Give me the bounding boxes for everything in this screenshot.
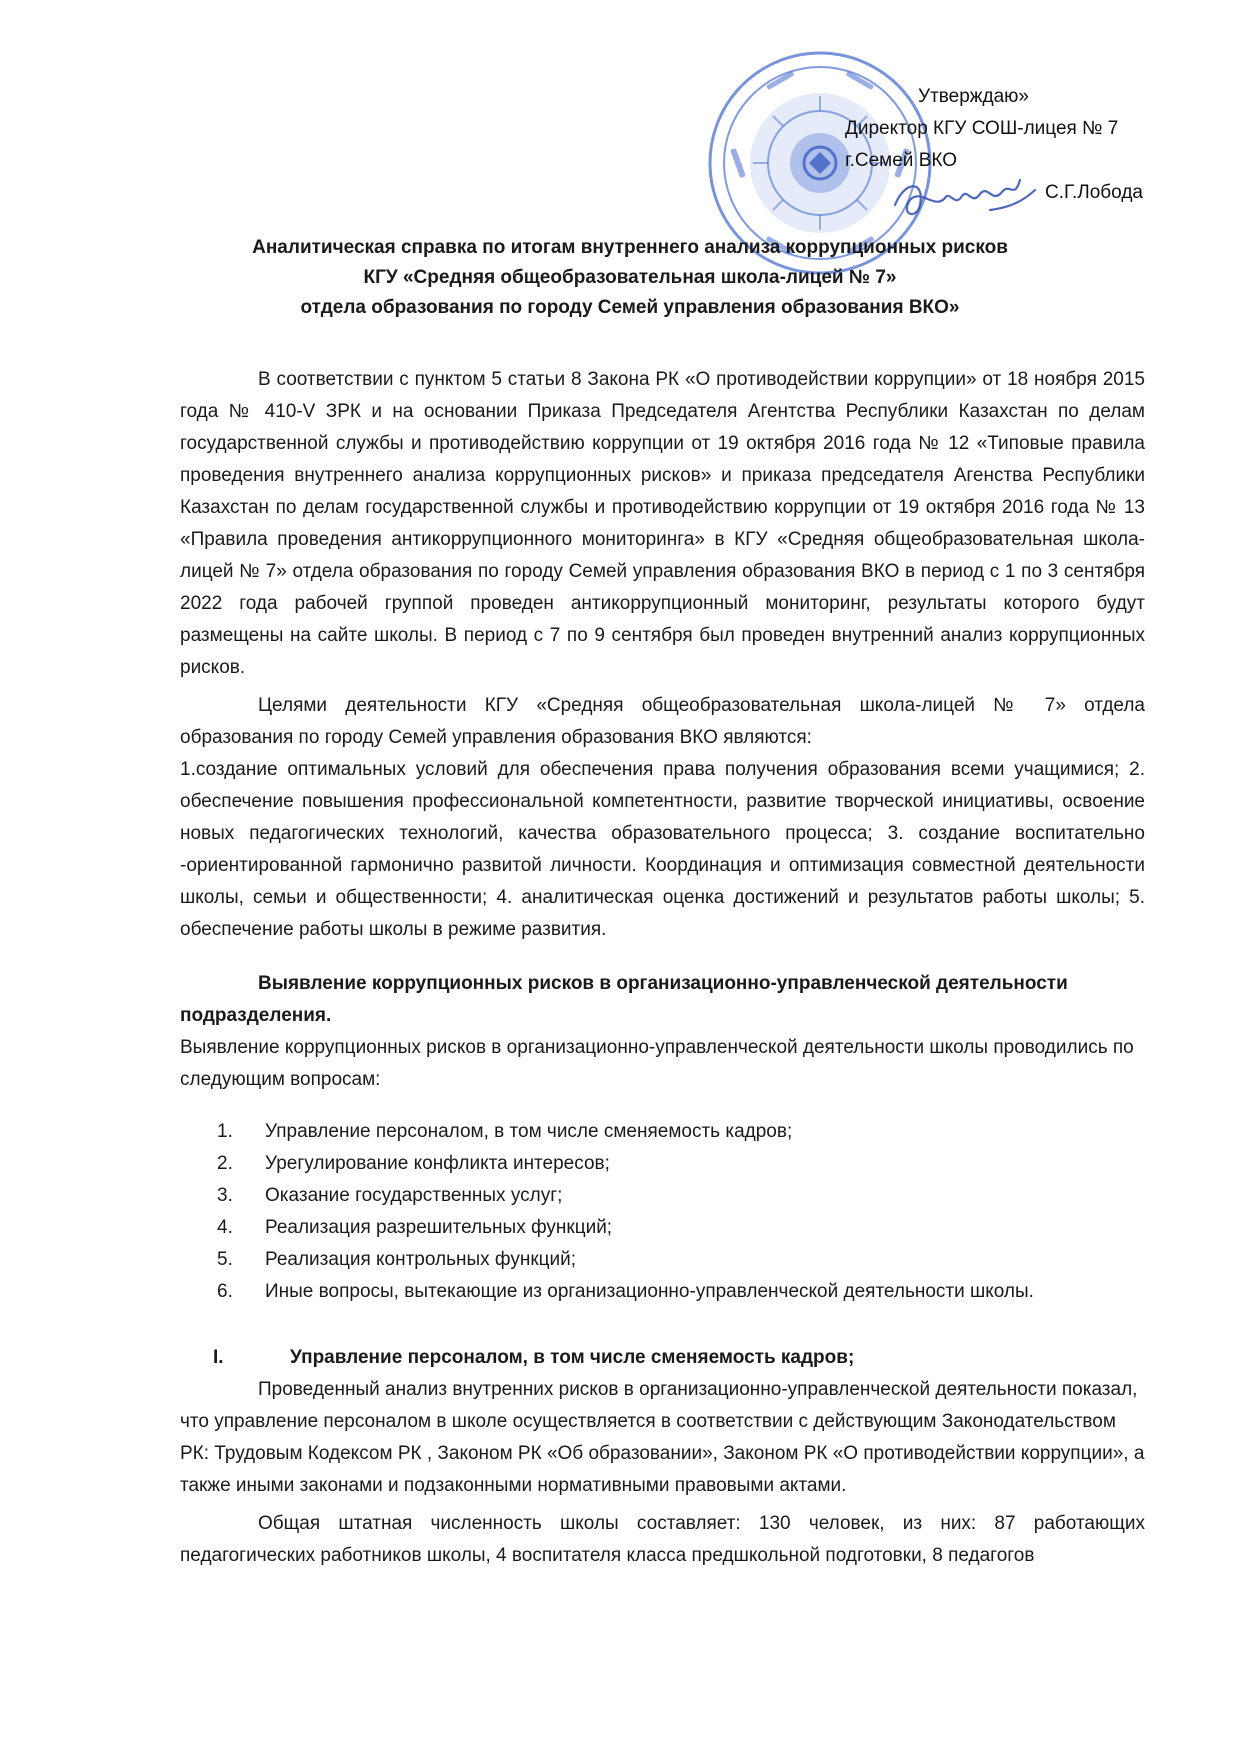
section-heading-personnel	[180, 1342, 1145, 1374]
section-number: I.	[213, 1347, 224, 1368]
approval-signer: С.Г.Лобода	[1045, 182, 1143, 203]
handwritten-signature	[890, 170, 1040, 230]
document-title	[180, 233, 1080, 323]
document-body	[180, 364, 1145, 1572]
title-line-2: КГУ «Средняя общеобразовательная школа-лицей № 7»	[363, 267, 897, 288]
list-item: 4. Реализация разрешительных функций;	[217, 1217, 613, 1238]
list-item: 5. Реализация контрольных функций;	[217, 1249, 577, 1270]
title-line-1: Аналитическая справка по итогам внутреннего анализа коррупционных рисков	[252, 237, 1008, 258]
list-item: 6. Иные вопросы, вытекающие из организационно-управленческой деятельности школы.	[217, 1281, 1034, 1302]
approval-approve: Утверждаю»	[918, 86, 1029, 107]
title-line-3: отдела образования по городу Семей управления образования ВКО»	[300, 297, 960, 318]
paragraph-personnel-analysis: Проведенный анализ внутренних рисков в организационно-управленческой деятельности показал, что управление персоналом в школе осуществляется в соответствии с действующим Законодательством РК: Трудовым Кодексом РК , Законом РК «Об образовании», Законом РК «О противодействии коррупции», а также иными законами и подзаконными нормативными правовыми актами.	[180, 1379, 1145, 1496]
heading-risk-identification: Выявление коррупционных рисков в организационно-управленческой деятельности подразделения.	[180, 973, 1068, 1026]
list-item: 1. Управление персоналом, в том числе сменяемость кадров;	[217, 1121, 793, 1142]
paragraph-legal-basis: В соответствии с пунктом 5 статьи 8 Закона РК «О противодействии коррупции» от 18 ноября 2015 года № 410-V ЗРК и на основании Приказа Председателя Агентства Республики Казахстан по делам государственной службы и противодействию коррупции от 19 октября 2016 года № 12 «Типовые правила проведения внутреннего анализа коррупционных рисков» и приказа председателя Агенства Республики Казахстан по делам государственной службы и противодействию коррупции от 19 октября 2016 года № 13 «Правила проведения антикоррупционного мониторинга» в КГУ «Средняя общеобразовательная школа-лицей № 7» отдела образования по городу Семей управления образования ВКО в период с 1 по 3 сентября 2022 года рабочей группой проведен антикоррупционный мониторинг, результаты которого будут размещены на сайте школы. В период с 7 по 9 сентября был проведен внутренний анализ коррупционных рисков.	[180, 369, 1145, 678]
paragraph-risk-questions: Выявление коррупционных рисков в организационно-управленческой деятельности школы проводились по следующим вопросам:	[180, 1037, 1134, 1090]
questions-list	[180, 1116, 1145, 1308]
list-item: 2. Урегулирование конфликта интересов;	[217, 1153, 610, 1174]
paragraph-staff-count: Общая штатная численность школы составляет: 130 человек, из них: 87 работающих педагогических работников школы, 4 воспитателя класса предшкольной подготовки, 8 педагогов	[180, 1513, 1145, 1566]
section-title: Управление персоналом, в том числе сменяемость кадров;	[290, 1347, 855, 1368]
list-item: 3. Оказание государственных услуг;	[217, 1185, 563, 1206]
paragraph-goals-list: 1.создание оптимальных условий для обеспечения права получения образования всеми учащимися; 2. обеспечение повышения профессиональной компетентности, развитие творческой инициативы, освоение новых педагогических технологий, качества образовательного процесса; 3. создание воспитательно -ориентированной гармонично развитой личности. Координация и оптимизация совместной деятельности школы, семьи и общественности; 4. аналитическая оценка достижений и результатов работы школы; 5. обеспечение работы школы в режиме развития.	[180, 759, 1145, 940]
approval-city: г.Семей ВКО	[845, 150, 958, 171]
paragraph-goals-intro: Целями деятельности КГУ «Средняя общеобразовательная школа-лицей № 7» отдела образования по городу Семей управления образования ВКО являются:	[180, 695, 1145, 748]
approval-position: Директор КГУ СОШ-лицея № 7	[845, 118, 1119, 139]
